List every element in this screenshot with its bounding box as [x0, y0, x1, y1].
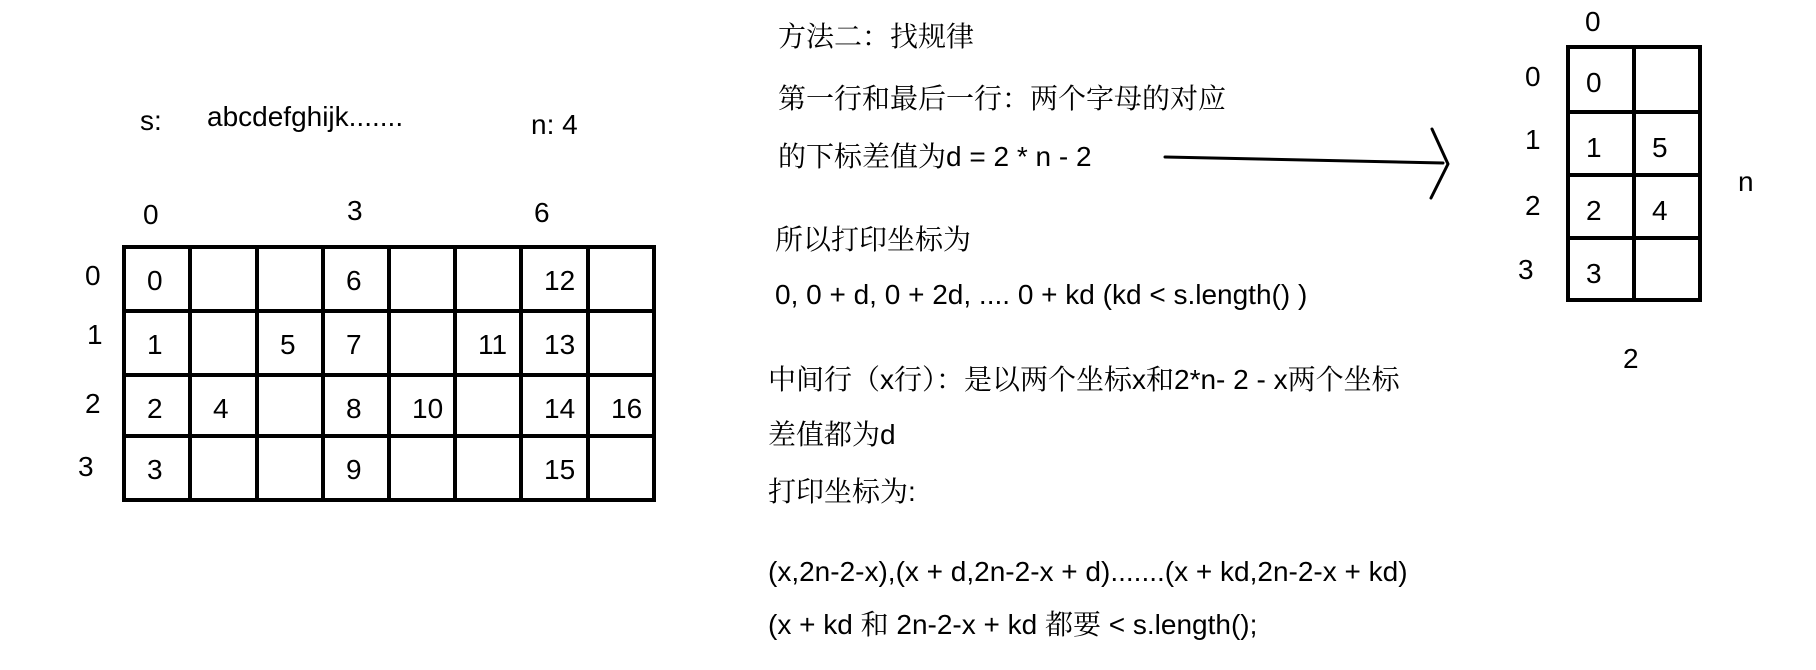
right-col-header-0: 0 — [1585, 6, 1601, 37]
n-label: n: 4 — [531, 109, 578, 140]
right-grid-cell: 1 — [1586, 132, 1602, 163]
method-title: 方法二：找规律 — [778, 21, 975, 52]
middle-rows-line2: 差值都为d — [768, 419, 896, 450]
s-value: abcdefghijk....... — [207, 101, 404, 132]
right-row-header-3: 3 — [1518, 254, 1534, 285]
s-label: s: — [140, 105, 162, 136]
right-grid-cell: 4 — [1652, 195, 1668, 226]
right-n-label: n — [1738, 166, 1754, 197]
right-zigzag-grid — [1568, 47, 1700, 300]
first-last-rows-line2: 的下标差值为d = 2 * n - 2 — [778, 141, 1092, 172]
left-grid-cell: 0 — [147, 265, 163, 296]
left-grid-cell: 15 — [544, 454, 576, 485]
middle-print-title: 打印坐标为: — [768, 476, 916, 507]
left-grid-cell: 7 — [346, 329, 362, 360]
left-row-header-2: 2 — [85, 388, 101, 419]
left-grid-cell: 9 — [346, 454, 362, 485]
right-grid-cell: 3 — [1586, 258, 1602, 289]
left-grid-cell: 14 — [544, 393, 576, 424]
left-grid-cell: 2 — [147, 393, 163, 424]
right-grid-cell: 0 — [1586, 67, 1602, 98]
middle-rows-line1: 中间行（x行）：是以两个坐标x和2*n- 2 - x两个坐标 — [768, 364, 1400, 395]
middle-formula-1: (x,2n-2-x),(x + d,2n-2-x + d).......(x + kd,2n-2-x + kd) — [768, 556, 1408, 587]
print-coords-title: 所以打印坐标为 — [775, 224, 972, 255]
right-grid-cell: 5 — [1652, 132, 1668, 163]
left-grid-cell: 6 — [346, 265, 362, 296]
left-grid-cell: 11 — [478, 329, 508, 360]
left-grid-cell: 3 — [147, 454, 163, 485]
right-row-header-0: 0 — [1525, 61, 1541, 92]
right-bottom-label: 2 — [1623, 343, 1639, 374]
right-grid-cell: 2 — [1586, 195, 1602, 226]
left-col-header-0: 0 — [143, 199, 159, 230]
left-grid-cell: 12 — [544, 265, 576, 296]
left-grid-cell: 4 — [213, 393, 229, 424]
left-zigzag-grid — [124, 247, 654, 500]
left-grid-cell: 10 — [412, 393, 444, 424]
left-row-header-0: 0 — [85, 260, 101, 291]
left-col-header-3: 3 — [347, 195, 363, 226]
left-grid-cell: 13 — [544, 329, 576, 360]
first-last-rows-line1: 第一行和最后一行：两个字母的对应 — [778, 83, 1227, 114]
left-row-header-1: 1 — [87, 319, 103, 350]
middle-formula-2: (x + kd 和 2n-2-x + kd 都要 < s.length(); — [768, 609, 1258, 640]
arrow-to-right-grid — [1165, 129, 1448, 198]
print-coords-formula: 0, 0 + d, 0 + 2d, .... 0 + kd (kd < s.length() ) — [775, 279, 1308, 310]
right-row-header-1: 1 — [1525, 124, 1541, 155]
left-row-header-3: 3 — [78, 451, 94, 482]
left-grid-cell: 5 — [280, 329, 296, 360]
left-col-header-6: 6 — [534, 197, 550, 228]
left-grid-cell: 8 — [346, 393, 362, 424]
left-grid-cell: 1 — [147, 329, 163, 360]
right-row-header-2: 2 — [1525, 190, 1541, 221]
left-grid-cell: 16 — [611, 393, 643, 424]
